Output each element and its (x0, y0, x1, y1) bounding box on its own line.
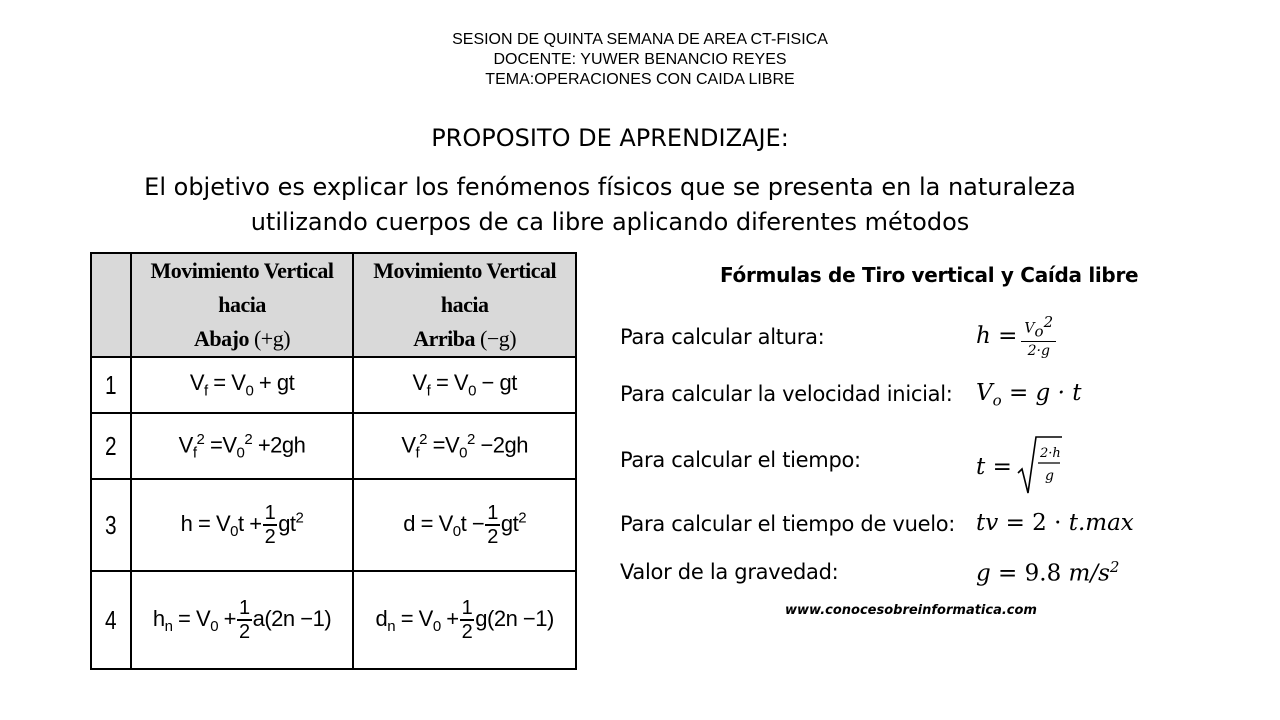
col-header-downward-line1: Movimiento Vertical hacia (150, 258, 334, 317)
table-row (91, 357, 576, 413)
col-header-downward-sign: (+g) (253, 326, 291, 351)
expr-time: t = 2·h g (976, 435, 1064, 501)
row-number: 2 (95, 413, 127, 479)
svg-text:g: g (1044, 468, 1054, 484)
header-line-3: TEMA:OPERACIONES CON CAIDA LIBRE (485, 71, 795, 88)
formulas-title: Fórmulas de Tiro vertical y Caída libre (720, 263, 1139, 287)
expr-flight-time: tv = 2 · t.max (976, 510, 1134, 536)
formula-up-velocity: $V_f = V_0$ − gt (353, 357, 576, 413)
row-number: 4 (95, 571, 127, 669)
table-row (91, 571, 576, 669)
vertical-motion-table (90, 252, 577, 670)
purpose-title: PROPOSITO DE APRENDIZAJE: (431, 124, 789, 152)
sqrt-icon (1016, 435, 1064, 501)
formula-down-height: $h = V_0t$ + $\frac{1}{2}$ $gt^2$ (131, 479, 354, 571)
label-flight-time: Para calcular el tiempo de vuelo: (620, 512, 956, 536)
formula-down-nth-height: $h_n = V_0$ + $\frac{1}{2}$ a(2n −1) (131, 571, 354, 669)
objective-line-2: utilizando cuerpos de ca libre aplicando diferentes métodos (250, 208, 970, 236)
formula-up-velocity-squared: $V_f^2 =V_0^2 -2gh$ (353, 413, 576, 479)
col-header-upward-sign: (−g) (480, 326, 517, 351)
col-header-upward-line2: Arriba (413, 326, 476, 351)
row-number: 1 (95, 357, 127, 413)
header-line-1: SESION DE QUINTA SEMANA DE AREA CT-FISICA (452, 31, 828, 48)
expr-gravity: g = 9.8 $m/s^2$ (976, 558, 1120, 587)
objective-line-1: El objetivo es explicar los fenómenos físicos que se presenta en la naturaleza (144, 173, 1076, 201)
svg-text:2·h: 2·h (1039, 446, 1061, 461)
label-initial-velocity: Para calcular la velocidad inicial: (620, 382, 953, 406)
expr-initial-velocity: $V_o = g \cdot t$ (976, 380, 1082, 410)
col-header-downward-line2: Abajo (194, 326, 249, 351)
row-number: 3 (95, 479, 127, 571)
table-row (91, 413, 576, 479)
table-row (91, 479, 576, 571)
label-time: Para calcular el tiempo: (620, 448, 861, 472)
formula-down-velocity: $V_f = V_0$ + gt (131, 357, 354, 413)
objective-text (0, 170, 1220, 240)
header-line-2: DOCENTE: YUWER BENANCIO REYES (493, 51, 787, 68)
formulas-panel (610, 255, 1170, 655)
label-gravity: Valor de la gravedad: (620, 560, 839, 584)
label-height: Para calcular altura: (620, 325, 825, 349)
col-header-upward (353, 253, 576, 357)
formula-down-velocity-squared: $V_f^2 =V_0^2 +2gh$ (131, 413, 354, 479)
session-header (0, 30, 1280, 90)
col-header-downward (131, 253, 354, 357)
source-url: www.conocesobreinformatica.com (785, 603, 1037, 618)
table-corner-cell (91, 253, 131, 357)
formula-up-distance: $d = V_0t$ − $\frac{1}{2}$ $gt^2$ (353, 479, 576, 571)
formula-up-nth-distance: $d_n = V_0$ + $\frac{1}{2}$ g(2n −1) (353, 571, 576, 669)
expr-height: h = $\frac{V_o^2}{2\cdot g}$ (976, 313, 1056, 361)
col-header-upward-line1: Movimiento Vertical hacia (373, 258, 557, 317)
